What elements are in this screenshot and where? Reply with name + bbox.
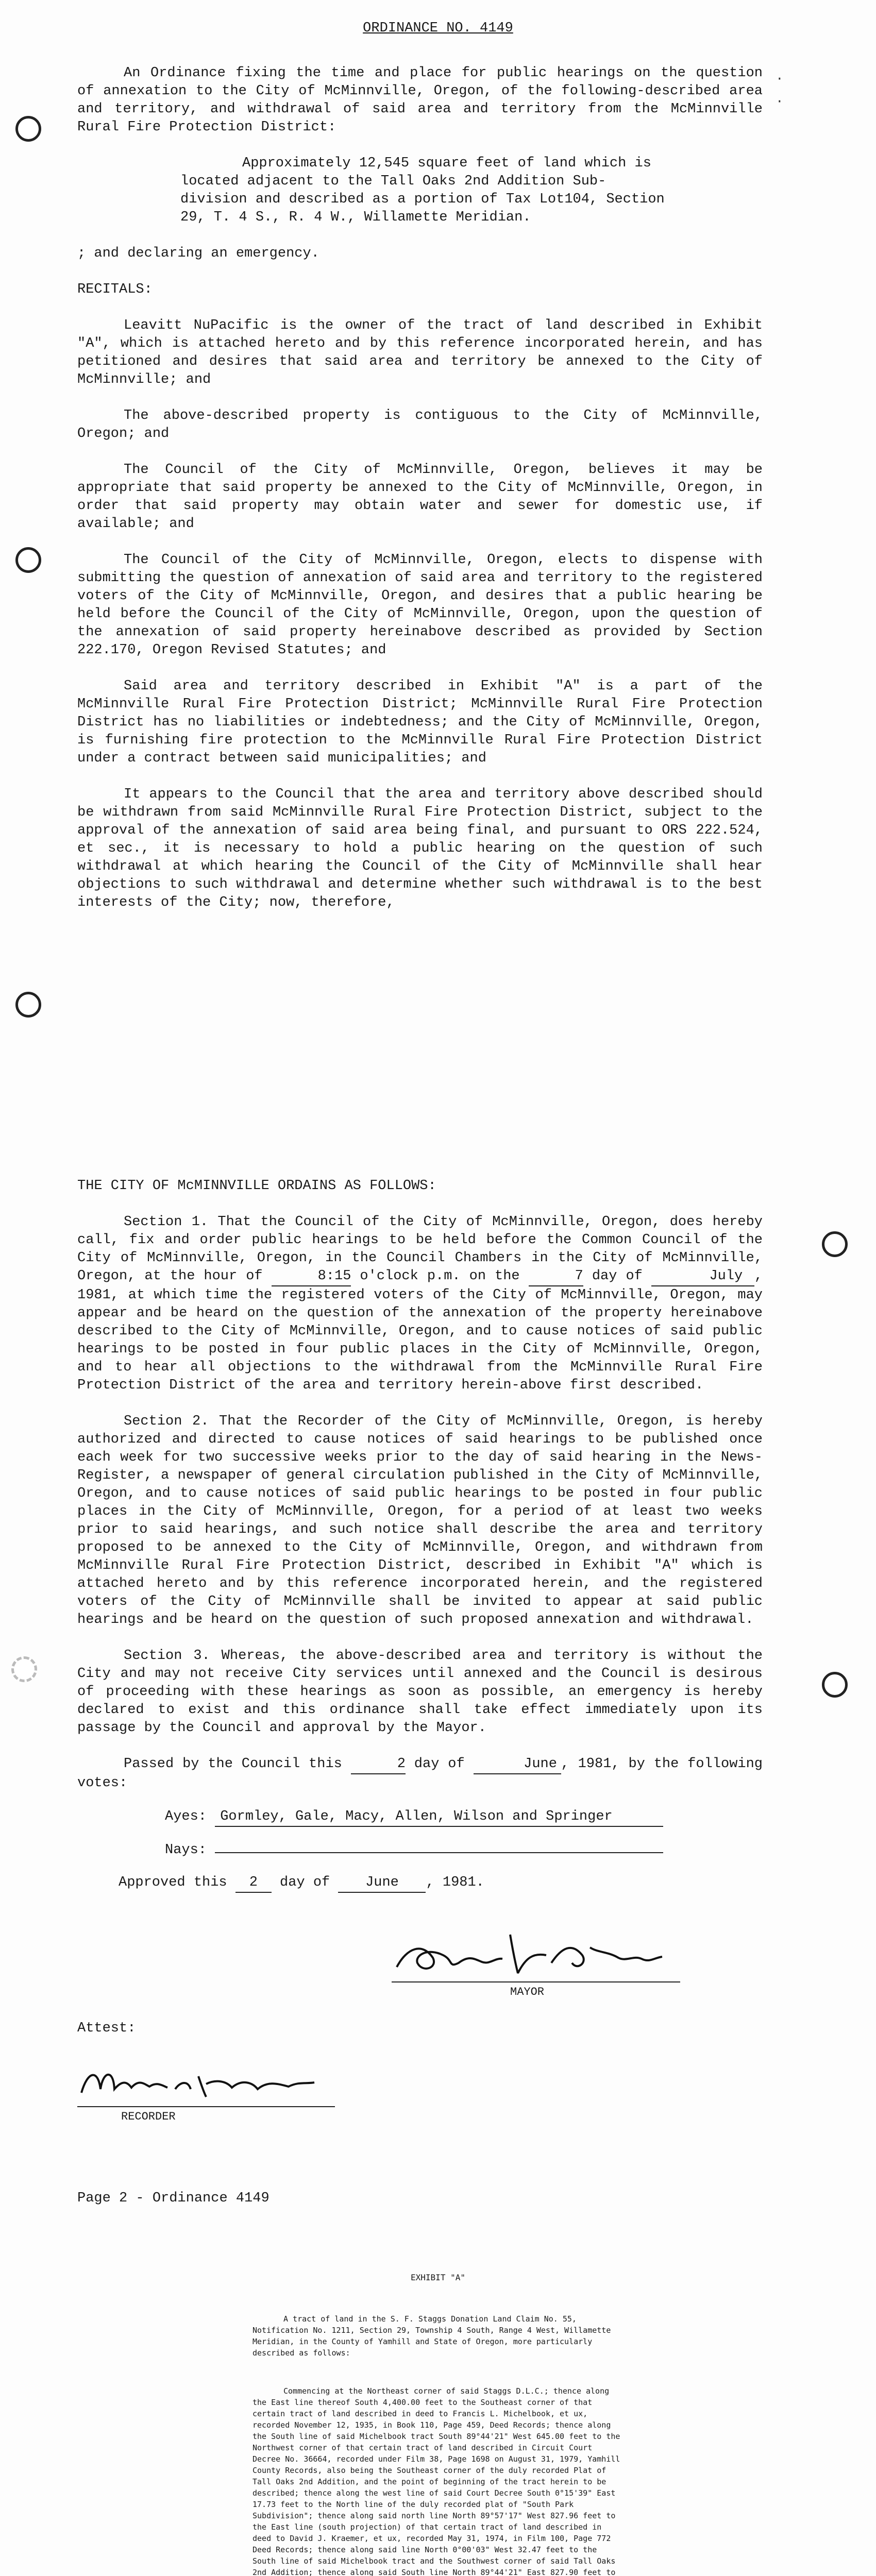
nays-label: Nays: xyxy=(165,1842,207,1858)
passed-day: 2 xyxy=(351,1755,406,1774)
mayor-signature-line xyxy=(392,1981,680,1982)
nays-line xyxy=(77,1841,763,1859)
recorder-signature xyxy=(77,2061,319,2107)
recital-paragraph: The Council of the City of McMinnville, Oregon, elects to dispense with submitting the question of annexation of said area and territory to the registered voters of the City of McMinnville, Oregon, and desires that a public hearing be held before the Council of the City of McMinnville, Oregon, upon the question of the annexation of said property hereinabove described as provided by Section 222.170, Oregon Revised Statutes; and xyxy=(77,552,763,658)
recital-paragraph: It appears to the Council that the area and territory above described should be withdrawn from said McMinnville Rural Fire Protection District, subject to the approval of the annexation of said area being final, and pursuant to ORS 222.524, et sec., it is necessary to hold a public hearing on the question of such withdrawal at which hearing the Council of the City of McMinnville shall hear objections to such withdrawal and determine whether such withdrawal is to the best interests of the City; now, therefore, xyxy=(77,787,763,910)
section-2: Section 2. That the Recorder of the City of McMinnville, Oregon, is hereby authorized and directed to cause notices of said hearings to be published once each week for two successive weeks prior to the day of said hearing in the News-Register, a newspaper of general circulation published in the City of McMinnville, Oregon, and to cause notices of said public hearings to be posted in four public places in the City of McMinnville, Oregon, for a period of at least two weeks prior to said hearings, and such notice shall describe the area and territory proposed to be annexed to the City of McMinnville, Oregon, and withdrawn from McMinnville Rural Fire Protection District, described in Exhibit "A" which is attached hereto and by this reference incorporated herein, and the registered voters of the City of McMinnville shall be invited to appear at said public hearings and be heard on the question of such proposed annexation and withdrawal. xyxy=(77,1414,763,1628)
section-3: Section 3. Whereas, the above-described area and territory is without the City and may not receive City services until annexed and the Council is desirous of proceeding with these hearings as soon as possible, an emergency is hereby declared to exist and this ordinance shall take effect immediately upon its passage by the Council and approval by the Mayor. xyxy=(77,1648,763,1736)
ayes-label: Ayes: xyxy=(165,1809,207,1824)
exhibit-title: EXHIBIT "A" xyxy=(411,2273,465,2282)
intro-paragraph: An Ordinance fixing the time and place for public hearings on the question of annexation to the City of McMinnville, Oregon, of the following-described area and territory, and withdrawal of said area and territory from the McMinnville Rural Fire Protection District: xyxy=(77,65,763,135)
recital-paragraph: The above-described property is contiguous to the City of McMinnville, Oregon; and xyxy=(77,408,763,442)
hearing-day: 7 xyxy=(529,1267,583,1286)
hearing-month: July xyxy=(651,1267,754,1286)
recorder-label: RECORDER xyxy=(121,2110,176,2123)
approved-line: Approved this 2 day of June , 1981. xyxy=(77,1874,763,1893)
ordinance-title: ORDINANCE NO. 4149 xyxy=(363,21,513,36)
mayor-signature xyxy=(392,1927,670,1984)
passed-line: Passed by the Council this 2 day of June , 1981, by the following votes: xyxy=(77,1756,763,1791)
recitals-heading: RECITALS: xyxy=(77,282,153,297)
section-1: Section 1. That the Council of the City of McMinnville, Oregon, does hereby call, fix and order public hearings to be held before the Common Council of the City of McMinnville, Oregon, in the Council Chambers in the City of McMinnville, Oregon, at the hour of 8:15 o'clock p.m. on the 7 day of July , 1981, at which time the registered voters of the City of McMinnville, Oregon, may appear and be heard on the question of the annexation of the property hereinabove described to the City of McMinnville, Oregon, and to cause notices of said public hearings to be posted in four public places in the City of McMinnville, Oregon, and to hear all objections to the withdrawal from the McMinnville Rural Fire Protection District of the area and territory herein-above first described. xyxy=(77,1214,763,1393)
recital-paragraph: Said area and territory described in Exhibit "A" is a part of the McMinnville Rural Fire Protection District; McMinnville Rural Fire Protection District has no liabilities or indebtedness; and the City of McMinnville, Oregon, is furnishing fire protection to the McMinnville Rural Fire Protection District under a contract between said municipalities; and xyxy=(77,679,763,766)
exhibit-page xyxy=(0,2262,876,2576)
punch-hole xyxy=(15,547,41,573)
ordinance-page-2 xyxy=(0,1092,876,2262)
ayes-line xyxy=(77,1808,763,1827)
punch-hole xyxy=(822,1231,848,1257)
nays-value xyxy=(215,1852,663,1853)
margin-dot: · xyxy=(776,94,784,109)
emergency-clause: ; and declaring an emergency. xyxy=(77,246,319,261)
approved-day: 2 xyxy=(235,1874,272,1893)
page-footer: Page 2 - Ordinance 4149 xyxy=(77,2191,269,2206)
ordinance-body-2 xyxy=(77,1177,763,1893)
punch-hole xyxy=(822,1672,848,1698)
approved-month: June xyxy=(338,1874,426,1893)
passed-month: June xyxy=(474,1755,561,1774)
hearing-hour: 8:15 xyxy=(272,1267,351,1286)
punch-hole xyxy=(15,992,41,1018)
recorder-signature-line xyxy=(77,2106,335,2107)
mayor-label: MAYOR xyxy=(510,1986,545,1998)
attest-label: Attest: xyxy=(77,2021,136,2036)
exhibit-paragraph: A tract of land in the S. F. Staggs Donation Land Claim No. 55, Notification No. 1211, Section 29, Township 4 South, Range 4 West, Willamette Meridian, in the County of Yamhill and State of Oregon, more particularly described as follows: xyxy=(252,2314,611,2358)
ordains-heading: THE CITY OF McMINNVILLE ORDAINS AS FOLLOWS: xyxy=(77,1178,436,1194)
recital-paragraph: Leavitt NuPacific is the owner of the tract of land described in Exhibit "A", which is attached hereto and by this reference incorporated herein, and has petitioned and desires that said area and territory be annexed to the City of McMinnville; and xyxy=(77,318,763,387)
recital-paragraph: The Council of the City of McMinnville, Oregon, believes it may be appropriate that said property be annexed to the City of McMinnville, Oregon, in order that said property may obtain water and sewer for domestic use, if available; and xyxy=(77,462,763,532)
exhibit-paragraph: Commencing at the Northeast corner of said Staggs D.L.C.; thence along the East line thereof South 4,400.00 feet to the Southeast corner of that certain tract of land described in deed to Francis L. Michelbook, et ux, recorded November 12, 1935, in Book 110, Page 459, Deed Records; thence along the South line of said Michelbook tract South 89°44'21" West 645.00 feet to the Northwest corner of that certain tract of land described in Circuit Court Decree No. 36664, recorded under Film 38, Page 1698 on August 31, 1979, Yamhill County Records, also being the Southeast corner of the duly recorded Plat of Tall Oaks 2nd Addition, and the point of beginning of the tract herein to be described; thence along the west line of said Court Decree South 0°15'39" East 17.73 feet to the North line of the duly recorded plat of "South Park Subdivision"; thence along said north line North 89°57'17" West 827.96 feet to the East line (south projection) of that certain tract of land described in deed to David J. Kraemer, et ux, recorded May 31, 1974, in Film 100, Page 772 Deed Records; thence along said line North 0°00'03" West 32.47 feet to the South line of said Michelbook tract and the Southwest corner of said Tall Oaks 2nd Addition; thence along said South line North 89°44'21" East 827.90 feet to xyxy=(252,2386,620,2576)
ordinance-body xyxy=(77,64,763,930)
property-description: Approximately 12,545 square feet of land which is located adjacent to the Tall Oaks 2nd Addition Sub-division and described as a portion of Tax Lot104, Section 29, T. 4 S., R. 4 W., Willamette Meridian. xyxy=(180,156,665,225)
margin-dot: · xyxy=(776,71,784,87)
ayes-value: Gormley, Gale, Macy, Allen, Wilson and Springer xyxy=(215,1808,663,1827)
ordinance-page-1 xyxy=(0,0,876,1092)
punch-hole-faint xyxy=(11,1656,37,1682)
punch-hole xyxy=(15,116,41,142)
